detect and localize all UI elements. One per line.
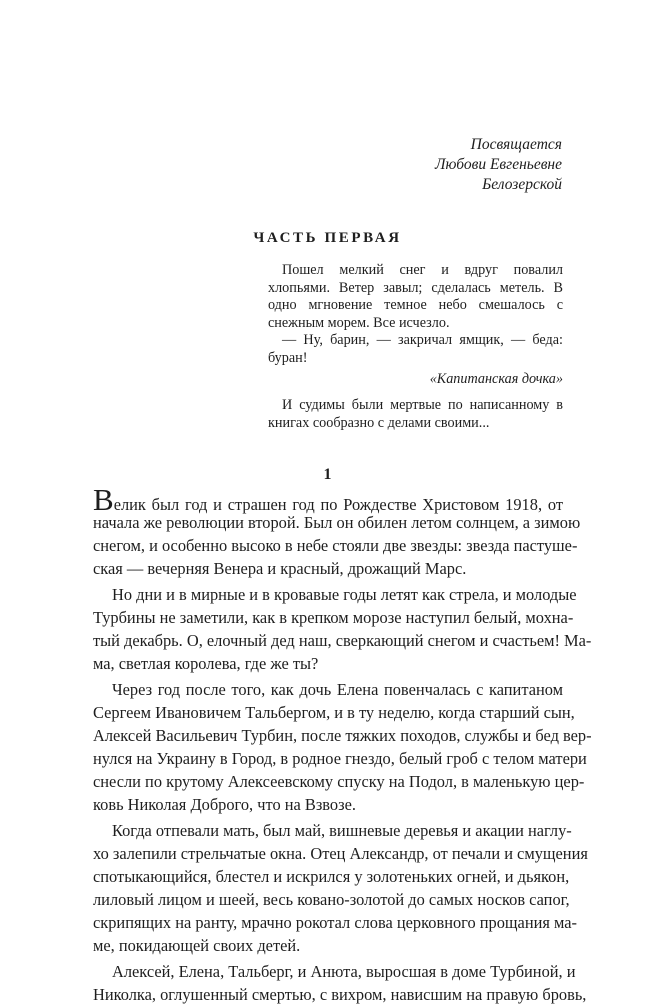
body-line: снегом, и особенно высоко в небе стояли две звезды: звезда пастуше- xyxy=(93,536,578,555)
body-line: ме, покидающей своих детей. xyxy=(93,936,301,955)
chapter-body xyxy=(93,482,592,1006)
body-line: Через год после того, как дочь Елена повенчалась с капитаном xyxy=(112,680,563,699)
body-line: ская — вечерняя Венера и красный, дрожащий Марс. xyxy=(93,559,467,578)
epigraph-line: И судимы были мертвые по написанному в xyxy=(282,397,563,413)
body-line: ма, светлая королева, где же ты? xyxy=(93,654,319,673)
epigraph-line: ями. Ветер завыл; сделалась метель. В одно xyxy=(268,279,563,314)
body-line-text: елик был год и страшен год по Рождестве Христовом 1918, от xyxy=(113,495,563,514)
epigraph-line: — Ну, барин, — закричал ямщик, — беда: xyxy=(282,332,563,349)
epigraph-line: буран! xyxy=(268,349,308,366)
body-line: начала же революции второй. Был он обилен летом солнцем, а зимою xyxy=(93,513,581,532)
body-line: Сергеем Ивановичем Тальбергом, и в ту неделю, когда старший сын, xyxy=(93,703,575,722)
dedication-line: Любови Евгеньевне xyxy=(435,156,562,173)
epigraph-line: Пошел мелкий снег и вдруг повалил хлопь xyxy=(268,262,563,296)
dedication-line: Посвящается xyxy=(470,136,562,153)
epigraph-pushkin xyxy=(268,262,563,388)
dedication xyxy=(435,135,562,195)
body-line: Когда отпевали мать, был май, вишневые деревья и акации наглу- xyxy=(112,821,572,840)
epigraph-source: «Капитанская дочка» xyxy=(429,370,563,387)
body-line: Алексей Васильевич Турбин, после тяжких походов, службы и бед вер- xyxy=(93,726,592,745)
epigraph-line: морем. Все исчезло. xyxy=(327,314,450,331)
body-line: снесли по крутому Алексеевскому спуску на Подол, в маленькую цер- xyxy=(93,772,585,791)
chapter-number: 1 xyxy=(323,466,332,483)
epigraph-revelation xyxy=(268,397,563,432)
body-line: Алексей, Елена, Тальберг, и Анюта, выросшая в доме Турбиной, и xyxy=(112,962,576,981)
body-line: Николка, оглушенный смертью, с вихром, нависшим на правую бровь, xyxy=(93,985,587,1004)
body-line xyxy=(93,482,563,517)
body-line: лиловый лицом и шеей, весь ковано-золотой до самых носков сапог, xyxy=(93,890,570,909)
body-line: скрипящих на ранту, мрачно рокотал слова церковного прощания ма- xyxy=(93,913,577,932)
body-line: Турбины не заметили, как в крепком морозе наступил белый, мохна- xyxy=(93,608,574,627)
dedication-line: Белозерской xyxy=(482,176,562,193)
drop-cap: В xyxy=(93,482,114,517)
epigraph-paragraph xyxy=(268,332,563,367)
epigraph-line: мгновение темное небо смешалось с снежным xyxy=(268,297,563,331)
body-line: нулся на Украину в Город, в родное гнездо, белый гроб с телом матери xyxy=(93,749,587,768)
body-line: ковь Николая Доброго, что на Взвозе. xyxy=(93,795,356,814)
epigraph-paragraph xyxy=(268,262,563,332)
body-line: Но дни и в мирные и в кровавые годы летят как стрела, и молодые xyxy=(112,585,577,604)
body-line: спотыкающийся, блестел и искрился у золотеньких огней, и дьякон, xyxy=(93,867,570,886)
body-line: хо залепили стрельчатые окна. Отец Александр, от печали и смущения xyxy=(93,844,588,863)
epigraph-line: книгах сообразно с делами своими... xyxy=(268,414,490,431)
body-line: тый декабрь. О, елочный дед наш, сверкающий снегом и счастьем! Ма- xyxy=(93,631,592,650)
epigraph-paragraph xyxy=(268,397,563,432)
part-title: ЧАСТЬ ПЕРВАЯ xyxy=(253,230,402,246)
